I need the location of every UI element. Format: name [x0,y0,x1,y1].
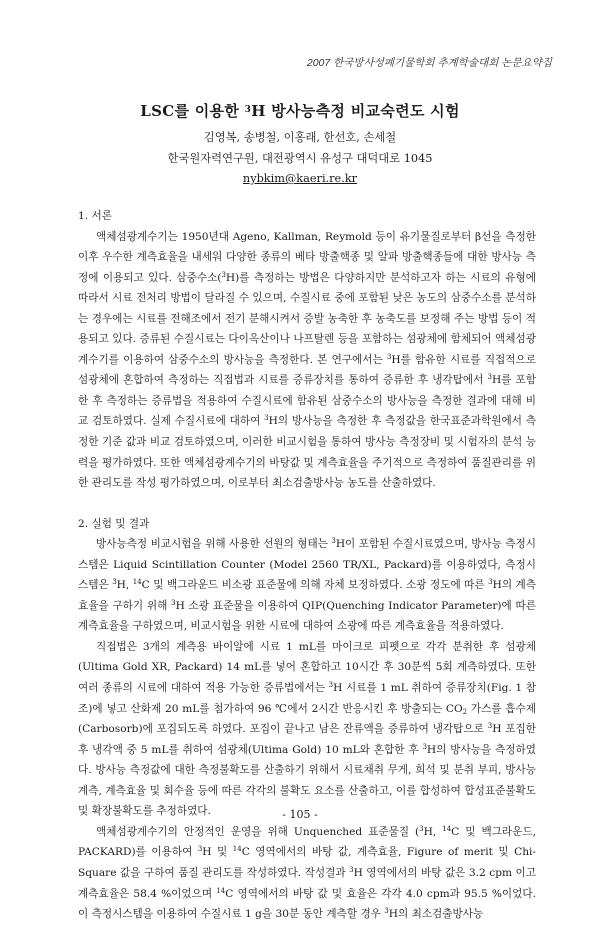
superscript: 3 [221,270,226,279]
superscript: 3 [112,578,117,587]
superscript: 14 [232,845,242,854]
superscript: 3 [171,598,176,607]
title-before: LSC를 이용한 [140,102,245,120]
superscript: 3 [487,373,492,382]
superscript: 3 [386,352,392,361]
superscript: 3 [487,722,493,731]
superscript: 3 [264,414,269,423]
paper-title [0,100,600,121]
superscript: 3 [328,681,334,690]
body-paragraph: 액체섬광계수기의 안정적인 운영을 위해 Unquenched 표준물질 ($^3$H, $^{14}$C 및 백그라운드, PACKARD)를 이용하여 $^3$H 및 $^{14}$C 영역에서의 바탕 값, 계측효율, Figure of merit 및 Chi-Square 값을 구하여 품질 관리도를 작성하였다. 작성결과 $^3$H 영역에서의 바탕 값은 3.2 cpm 이고 계측효율은 58.4 %이었으며 $^{14}$C 영역에서의 바탕 값 및 효율은 각각 4.0 cpm과 95.5 %이었다. 이 측정시스템을 이용하여 수질시료 1 g을 30분 동안 계측할 경우 $^3$H의 최소검출방사능 [78,824,537,921]
superscript: 3 [349,865,354,874]
superscript: 14 [442,824,452,833]
superscript: 14 [132,578,142,587]
section-heading: 2. 실험 및 결과 [78,517,150,530]
page-number: - 105 - [282,808,318,821]
body-paragraph: 방사능측정 비교시험을 위해 사용한 선원의 형태는 $^3$H이 포함된 수질시료였으며, 방사능 측정시스템은 Liquid Scintillation Counter (Model 2560 TR/XL, Packard)를 이용하였다, 측정시스템은 $^3$H, $^{14}$C 및 백그라운드 비소광 표준물에 의해 자체 보정하였다. 소광 정도에 따른 $^3$H의 계측효율을 구하기 위해 $^3$H 소광 표준물을 이용하여 QIP(Quenching Indicator Parameter)에 따른 계측효율을 구하였으며, 비교시험을 위한 시료에 대하여 소광에 따른 계측효율을 적용하였다. [78,537,537,633]
section-gap [78,494,536,514]
title-after: H 방사능측정 비교숙련도 시험 [251,102,460,120]
author-block [0,128,600,190]
superscript: 3 [331,537,336,546]
superscript: 3 [488,578,493,587]
subscript: 2 [462,707,468,716]
body-paragraph: 액체섬광계수기는 1950년대 Ageno, Kallman, Reymold 등이 유기물질로부터 β선을 측정한 이후 우수한 계측효율을 내세워 다양한 종류의 베타 방출핵종 및 알파 방출핵종들에 대한 방사능 측정에 이용되고 있다. 삼중수소($^3$H)를 측정하는 방법은 다양하지만 분석하고자 하는 시료의 유형에 따라서 시료 전처리 방법이 달라질 수 있으며, 수질시료 중에 포함된 낮은 농도의 삼중수소를 분석하는 경우에는 시료를 전해조에서 전기 분해시켜서 증발 농축한 후 농축도를 보정해 주는 방법 등이 적용되고 있다. 증류된 수질시료는 다이옥산이나 나프탈렌 등을 포함하는 섬광체에 함체되어 액체섬광계수기를 이용하여 삼중수소의 방사능을 측정한다. 본 연구에서는 $^3$H를 함유한 시료를 직접적으로 섬광체에 혼합하여 측정하는 직접법과 시료를 증류장치를 통하여 증류한 후 냉각탑에서 $^3$H를 포함한 후 측정하는 증류법을 적용하여 수질시료에 함유된 삼중수소의 방사능을 측정한 결과에 대해 비교 검토하였다. 실제 수질시료에 대하여 $^3$H의 방사능을 측정한 후 측정값을 한국표준과학원에서 측정한 기준 값과 비교 검토하였으며, 이러한 비교시험을 통하여 방사능 측정장비 및 시험자의 분석 능력을 평가하였다. 또한 액체섬광계수기의 바탕값 및 계측효율을 주기적으로 측정하여 품질관리를 위한 관리도를 작성 평가하였으며, 이로부터 최소검출방사능 농도를 산출하였다. [78,230,536,490]
superscript: 3 [384,907,389,916]
superscript: 14 [216,886,226,895]
title-superscript: 3 [244,105,252,115]
author-email-link[interactable]: nybkim@kaeri.re.kr [242,172,358,185]
author-affiliation: 한국원자력연구원, 대전광역시 유성구 대덕대로 1045 [167,151,433,165]
superscript: 3 [197,845,203,854]
superscript: 3 [419,824,424,833]
body-paragraph: 직접법은 3개의 계측용 바이알에 시료 1 mL를 마이크로 피펫으로 각각 분취한 후 섬광체 (Ultima Gold XR, Packard) 14 mL를 넣어 혼합하고 10시간 후 30분씩 5회 계측하였다. 또한 여러 종류의 시료에 대하여 적용 가능한 증류법에서는 $^3$H 시료를 1 mL 취하여 증류장치(Fig. 1 참조)에 넣고 산화제 20 mL를 첨가하여 96 ℃에서 2시간 반응시킨 후 방출되는 $CO_2$ 가스를 흡수제(Carbosorb)에 포집되도록 하였다. 포집이 끝나고 남은 잔류액을 증류하여 냉각탑으로 $^3$H 포집한 후 냉각액 중 5 mL를 취하여 섬광체(Ultima Gold) 10 mL와 혼합한 후 $^3$H의 방사능을 측정하였다. 방사능 측정값에 대한 측정불확도를 산출하기 위해서 시료채취 무게, 희석 및 분취 부피, 방사능 계측, 계측효율 및 회수율 등에 따른 각각의 불확도 요소를 산출하고, 이를 합성하여 합성표준불확도 및 확장불확도를 추정하였다. [78,640,537,818]
superscript: 3 [422,742,427,751]
section-heading: 1. 서론 [78,210,112,222]
author-names: 김영복, 송병철, 이홍래, 한선호, 손세철 [203,131,397,144]
conference-header: 2007 한국방사성폐기물학회 추계학술대회 논문요약집 [306,57,552,69]
